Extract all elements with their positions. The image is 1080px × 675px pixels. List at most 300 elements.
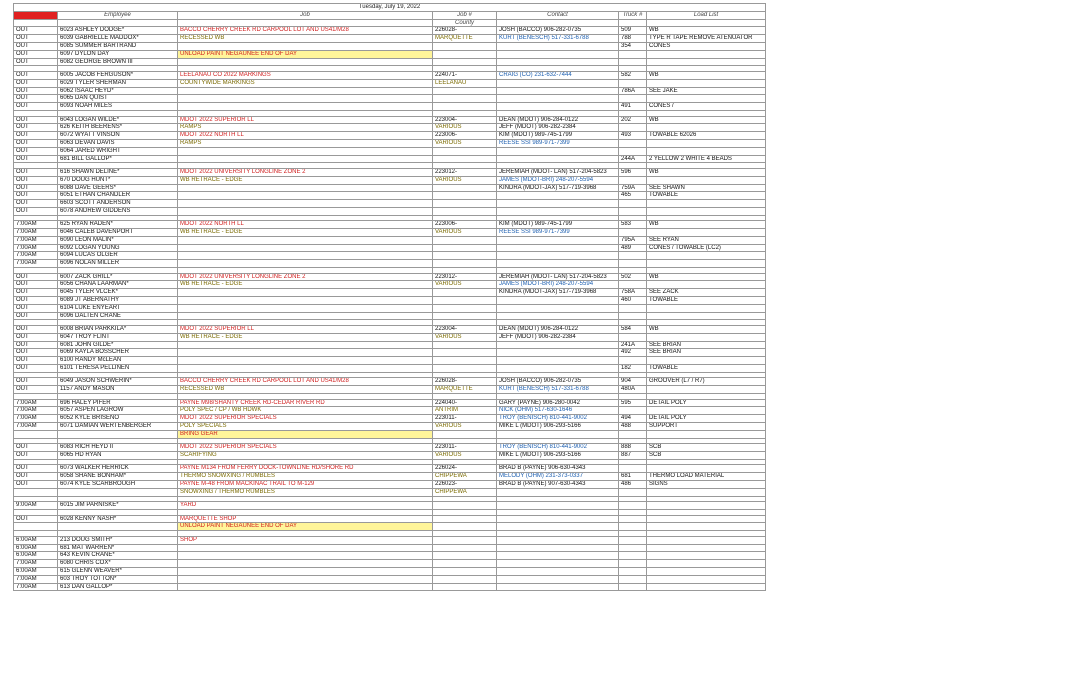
cell-job-number bbox=[433, 304, 497, 312]
cell-truck bbox=[619, 79, 647, 87]
cell-job: SNOWXING / THERMO RUMBLES bbox=[178, 488, 433, 496]
cell-job-number: 223006- bbox=[433, 132, 497, 140]
cell-truck: 888 bbox=[619, 444, 647, 452]
cell-job bbox=[178, 289, 433, 297]
cell-job-number: VARIOUS bbox=[433, 139, 497, 147]
cell-time: OUT bbox=[14, 465, 58, 473]
cell-load-list: DETAIL POLY bbox=[647, 399, 766, 407]
cell-employee: 6089 JT ABERNATHY bbox=[58, 297, 178, 305]
cell-load-list: WB bbox=[647, 71, 766, 79]
cell-truck bbox=[619, 465, 647, 473]
cell-time: 7:00AM bbox=[14, 583, 58, 591]
cell-job-number bbox=[433, 583, 497, 591]
cell-truck: 758A bbox=[619, 289, 647, 297]
cell-job bbox=[178, 200, 433, 208]
cell-job bbox=[178, 103, 433, 111]
cell-employee: 615 GLENN WEAVER* bbox=[58, 567, 178, 575]
cell-employee: 6078 ANDREW GIDDENS bbox=[58, 207, 178, 215]
schedule-row bbox=[14, 132, 766, 140]
cell-truck: 486 bbox=[619, 480, 647, 488]
cell-load-list: SEE JAKE bbox=[647, 87, 766, 95]
schedule-row bbox=[14, 399, 766, 407]
cell-truck bbox=[619, 124, 647, 132]
cell-employee: 6007 ZACK GRILL* bbox=[58, 273, 178, 281]
schedule-row bbox=[14, 281, 766, 289]
cell-employee: 6047 TROY FLINT bbox=[58, 333, 178, 341]
cell-load-list: WB bbox=[647, 27, 766, 35]
cell-employee: 6073 WALKER HERRICK bbox=[58, 465, 178, 473]
cell-contact bbox=[497, 430, 619, 438]
cell-job-number: 223011- bbox=[433, 415, 497, 423]
cell-job-number: ANTRIM bbox=[433, 407, 497, 415]
cell-truck bbox=[619, 544, 647, 552]
cell-job: PAYNE M-48 FROM MACKINAC TRAIL TO M-129 bbox=[178, 480, 433, 488]
cell-load-list: TOWABLE 62026 bbox=[647, 132, 766, 140]
cell-job-number bbox=[433, 87, 497, 95]
cell-job-number: 226028- bbox=[433, 378, 497, 386]
cell-truck bbox=[619, 281, 647, 289]
cell-time: OUT bbox=[14, 79, 58, 87]
cell-time bbox=[14, 488, 58, 496]
schedule-row bbox=[14, 515, 766, 523]
cell-job-number bbox=[433, 544, 497, 552]
schedule-row bbox=[14, 124, 766, 132]
schedule-row bbox=[14, 357, 766, 365]
cell-employee: 6093 NOAH MILES bbox=[58, 103, 178, 111]
cell-truck bbox=[619, 575, 647, 583]
cell-time: 7:00AM bbox=[14, 415, 58, 423]
cell-time: OUT bbox=[14, 357, 58, 365]
cell-time: OUT bbox=[14, 200, 58, 208]
cell-load-list: CONES bbox=[647, 42, 766, 50]
cell-contact: KINDRA (MDOT-JAX) 517-719-3968 bbox=[497, 184, 619, 192]
date-title: Tuesday, July 19, 2022 bbox=[14, 4, 766, 12]
cell-truck: 582 bbox=[619, 71, 647, 79]
cell-employee: 6005 JACOB FERGUSON* bbox=[58, 71, 178, 79]
cell-job: WB RETRACE - EDGE bbox=[178, 229, 433, 237]
cell-load-list: 2 YELLOW 2 WHITE 4 BEADS bbox=[647, 155, 766, 163]
cell-job-number: 223012- bbox=[433, 273, 497, 281]
cell-employee: 6063 DEVAN DAVIS bbox=[58, 139, 178, 147]
cell-time: OUT bbox=[14, 341, 58, 349]
cell-time bbox=[14, 430, 58, 438]
schedule-row bbox=[14, 139, 766, 147]
cell-time: 7:00AM bbox=[14, 423, 58, 431]
cell-contact bbox=[497, 357, 619, 365]
cell-job: MDOT 2022 UNIVERSITY LONGLINE ZONE 2 bbox=[178, 273, 433, 281]
cell-truck bbox=[619, 430, 647, 438]
cell-time: OUT bbox=[14, 444, 58, 452]
schedule-row bbox=[14, 252, 766, 260]
schedule-row bbox=[14, 289, 766, 297]
cell-job-number: CHIPPEWA bbox=[433, 473, 497, 481]
schedule-row bbox=[14, 560, 766, 568]
cell-load-list bbox=[647, 560, 766, 568]
cell-job: MDOT 2022 NORTH LL bbox=[178, 132, 433, 140]
cell-employee: 6029 TYLER SHERMAN bbox=[58, 79, 178, 87]
cell-contact bbox=[497, 87, 619, 95]
cell-time: 7:00AM bbox=[14, 399, 58, 407]
cell-employee: 6603 SCOTT ANDERSON bbox=[58, 200, 178, 208]
cell-employee: 6088 DAVE GEERS* bbox=[58, 184, 178, 192]
cell-employee: 681 BILL GALLOP* bbox=[58, 155, 178, 163]
cell-load-list bbox=[647, 465, 766, 473]
cell-contact bbox=[497, 155, 619, 163]
cell-truck: 488 bbox=[619, 423, 647, 431]
cell-truck bbox=[619, 139, 647, 147]
cell-job-number bbox=[433, 552, 497, 560]
cell-time: OUT bbox=[14, 515, 58, 523]
cell-load-list: CONES / TOWABLE (LC2) bbox=[647, 244, 766, 252]
cell-contact bbox=[497, 515, 619, 523]
cell-contact bbox=[497, 488, 619, 496]
cell-contact: KURT (BENESCH) 517-331-6788 bbox=[497, 386, 619, 394]
cell-employee: 643 KEVIN CRANE* bbox=[58, 552, 178, 560]
cell-contact bbox=[497, 103, 619, 111]
cell-employee: 6096 NOLAN MILLER bbox=[58, 260, 178, 268]
cell-time: 9:00AM bbox=[14, 502, 58, 510]
cell-truck: 494 bbox=[619, 415, 647, 423]
cell-time: OUT bbox=[14, 50, 58, 58]
header-truck: Truck # bbox=[619, 11, 647, 19]
cell-time: OUT bbox=[14, 176, 58, 184]
cell-contact: REESE SSI 989-971-7399 bbox=[497, 229, 619, 237]
cell-time: 7:00AM bbox=[14, 560, 58, 568]
schedule-row bbox=[14, 407, 766, 415]
cell-load-list: TOWABLE bbox=[647, 297, 766, 305]
cell-truck bbox=[619, 536, 647, 544]
cell-load-list: TOWABLE bbox=[647, 192, 766, 200]
schedule-row bbox=[14, 575, 766, 583]
schedule-row bbox=[14, 444, 766, 452]
cell-time: OUT bbox=[14, 132, 58, 140]
cell-contact bbox=[497, 260, 619, 268]
schedule-row bbox=[14, 35, 766, 43]
cell-job bbox=[178, 95, 433, 103]
cell-job-number bbox=[433, 50, 497, 58]
cell-job-number: 226024- bbox=[433, 465, 497, 473]
cell-contact: KIM (MDOT) 989-745-1799 bbox=[497, 221, 619, 229]
cell-employee: 681 MAT WARREN* bbox=[58, 544, 178, 552]
cell-truck: 596 bbox=[619, 168, 647, 176]
cell-job-number bbox=[433, 523, 497, 531]
cell-truck: 595 bbox=[619, 399, 647, 407]
schedule-row bbox=[14, 333, 766, 341]
cell-contact: BRAD B (PAYNE) 906-630-4343 bbox=[497, 465, 619, 473]
cell-time: OUT bbox=[14, 365, 58, 373]
cell-job-number: VARIOUS bbox=[433, 124, 497, 132]
cell-job-number bbox=[433, 312, 497, 320]
cell-employee: 6090 LEON MALIN* bbox=[58, 236, 178, 244]
cell-contact bbox=[497, 536, 619, 544]
cell-truck bbox=[619, 515, 647, 523]
cell-truck bbox=[619, 200, 647, 208]
cell-employee: 6062 ISAAC HEYD* bbox=[58, 87, 178, 95]
cell-truck: 202 bbox=[619, 116, 647, 124]
cell-job-number bbox=[433, 357, 497, 365]
cell-truck: 759A bbox=[619, 184, 647, 192]
cell-truck: 354 bbox=[619, 42, 647, 50]
cell-time: OUT bbox=[14, 273, 58, 281]
cell-job: MARQUETTE SHOP bbox=[178, 515, 433, 523]
cell-truck: 241A bbox=[619, 341, 647, 349]
cell-employee: 6082 GEORGE BROWN III bbox=[58, 58, 178, 66]
cell-load-list: SUPPORT bbox=[647, 423, 766, 431]
cell-employee: 6045 TYLER VLCEK* bbox=[58, 289, 178, 297]
cell-time: OUT bbox=[14, 35, 58, 43]
cell-contact: REESE SSI 989-971-7399 bbox=[497, 139, 619, 147]
cell-contact bbox=[497, 567, 619, 575]
cell-employee bbox=[58, 488, 178, 496]
schedule-row bbox=[14, 192, 766, 200]
schedule-row bbox=[14, 27, 766, 35]
cell-job bbox=[178, 567, 433, 575]
cell-job: MDOT 2022 SUPERIOR LL bbox=[178, 116, 433, 124]
cell-employee: 6085 SUMMER BARTRAND bbox=[58, 42, 178, 50]
cell-load-list: TYPE R TAPE REMOVE ATENUATOR bbox=[647, 35, 766, 43]
cell-contact: JEFF (MDOT) 906-282-2384 bbox=[497, 124, 619, 132]
cell-job bbox=[178, 304, 433, 312]
cell-contact bbox=[497, 365, 619, 373]
cell-load-list bbox=[647, 502, 766, 510]
cell-employee: 6074 KYLE SCARBROUGH bbox=[58, 480, 178, 488]
header-subrow bbox=[14, 19, 766, 27]
cell-contact bbox=[497, 575, 619, 583]
cell-contact bbox=[497, 50, 619, 58]
cell-load-list bbox=[647, 386, 766, 394]
cell-job bbox=[178, 147, 433, 155]
cell-load-list: SEE RYAN bbox=[647, 236, 766, 244]
schedule-row bbox=[14, 386, 766, 394]
cell-time: 7:00AM bbox=[14, 244, 58, 252]
cell-contact bbox=[497, 304, 619, 312]
schedule-row bbox=[14, 502, 766, 510]
cell-employee: 6039 GABRIELLE MADDOX* bbox=[58, 35, 178, 43]
cell-job-number bbox=[433, 341, 497, 349]
cell-load-list: DETAIL POLY bbox=[647, 415, 766, 423]
cell-job bbox=[178, 244, 433, 252]
cell-employee: 6072 WYATT VINSON bbox=[58, 132, 178, 140]
cell-employee: 6080 CHRIS COX* bbox=[58, 560, 178, 568]
cell-truck: 584 bbox=[619, 326, 647, 334]
cell-contact: NICK (OHM) 517-630-1646 bbox=[497, 407, 619, 415]
cell-job bbox=[178, 552, 433, 560]
cell-load-list bbox=[647, 523, 766, 531]
cell-load-list: SEE BRIAN bbox=[647, 341, 766, 349]
cell-job bbox=[178, 87, 433, 95]
cell-time: OUT bbox=[14, 71, 58, 79]
cell-job bbox=[178, 349, 433, 357]
cell-time: OUT bbox=[14, 326, 58, 334]
cell-contact bbox=[497, 349, 619, 357]
schedule-row bbox=[14, 473, 766, 481]
cell-time: OUT bbox=[14, 192, 58, 200]
schedule-row bbox=[14, 415, 766, 423]
cell-job: THERMO SNOWXING / RUMBLES bbox=[178, 473, 433, 481]
cell-truck bbox=[619, 523, 647, 531]
cell-job bbox=[178, 297, 433, 305]
schedule-row bbox=[14, 465, 766, 473]
cell-time: OUT bbox=[14, 304, 58, 312]
schedule-row bbox=[14, 523, 766, 531]
cell-contact bbox=[497, 58, 619, 66]
cell-employee: 6104 LUKE ENYEART bbox=[58, 304, 178, 312]
schedule-row bbox=[14, 536, 766, 544]
cell-load-list bbox=[647, 252, 766, 260]
cell-contact: CRAIG (CO) 231-632-7444 bbox=[497, 71, 619, 79]
schedule-row bbox=[14, 480, 766, 488]
cell-truck: 502 bbox=[619, 273, 647, 281]
cell-truck: 786A bbox=[619, 87, 647, 95]
cell-job-number bbox=[433, 349, 497, 357]
schedule-row bbox=[14, 423, 766, 431]
cell-load-list: SEE SHAWN bbox=[647, 184, 766, 192]
cell-employee: 625 RYAN RADEN* bbox=[58, 221, 178, 229]
cell-load-list: GROOVER (L7 / R7) bbox=[647, 378, 766, 386]
cell-job-number: 223004- bbox=[433, 326, 497, 334]
cell-contact bbox=[497, 544, 619, 552]
cell-load-list: SCB bbox=[647, 451, 766, 459]
cell-time: OUT bbox=[14, 124, 58, 132]
cell-job: MDOT 2022 UNIVERSITY LONGLINE ZONE 2 bbox=[178, 168, 433, 176]
header-employee: Employee bbox=[58, 11, 178, 19]
cell-truck bbox=[619, 58, 647, 66]
cell-contact bbox=[497, 252, 619, 260]
cell-job bbox=[178, 544, 433, 552]
cell-contact bbox=[497, 236, 619, 244]
cell-employee: 6046 CALEB DAVENPORT bbox=[58, 229, 178, 237]
cell-load-list: WB bbox=[647, 326, 766, 334]
cell-job-number bbox=[433, 289, 497, 297]
cell-contact: JAMES (MDOT-BRI) 248-207-5594 bbox=[497, 281, 619, 289]
schedule-row bbox=[14, 79, 766, 87]
cell-truck: 795A bbox=[619, 236, 647, 244]
cell-employee: 670 DOUG HUNT* bbox=[58, 176, 178, 184]
cell-contact bbox=[497, 523, 619, 531]
cell-contact: BRAD B (PAYNE) 907-630-4343 bbox=[497, 480, 619, 488]
cell-job: POLY SPEC / CP / WB HDWK bbox=[178, 407, 433, 415]
cell-job-number bbox=[433, 502, 497, 510]
cell-time: OUT bbox=[14, 42, 58, 50]
cell-contact: KURT (BENESCH) 517-331-6788 bbox=[497, 35, 619, 43]
cell-job-number: MARQUETTE bbox=[433, 35, 497, 43]
cell-job: POLY SPECIALS bbox=[178, 423, 433, 431]
cell-job bbox=[178, 357, 433, 365]
cell-job: WB RETRACE - EDGE bbox=[178, 333, 433, 341]
cell-contact: JOSH (BACCO) 906-282-0735 bbox=[497, 27, 619, 35]
cell-job-number: 223011- bbox=[433, 444, 497, 452]
cell-employee: 6081 JOHN GILDE* bbox=[58, 341, 178, 349]
cell-load-list: SEE BRIAN bbox=[647, 349, 766, 357]
cell-load-list bbox=[647, 536, 766, 544]
cell-job: COUNTYWIDE MARKINGS bbox=[178, 79, 433, 87]
cell-contact: MELODY (OHM) 231-373-0337 bbox=[497, 473, 619, 481]
schedule-row bbox=[14, 341, 766, 349]
cell-time: OUT bbox=[14, 116, 58, 124]
cell-load-list bbox=[647, 407, 766, 415]
cell-employee: 6015 JIM PARNISKE* bbox=[58, 502, 178, 510]
cell-employee: 616 SHAWN DELINE* bbox=[58, 168, 178, 176]
cell-time: 6:00AM bbox=[14, 544, 58, 552]
schedule-row bbox=[14, 260, 766, 268]
cell-truck: 788 bbox=[619, 35, 647, 43]
cell-truck bbox=[619, 567, 647, 575]
cell-employee: 6101 TERESA PELLINEN bbox=[58, 365, 178, 373]
cell-job-number bbox=[433, 260, 497, 268]
cell-job-number: CHIPPEWA bbox=[433, 488, 497, 496]
cell-load-list: SCB bbox=[647, 444, 766, 452]
cell-job: LEELANAU CO 2022 MARKINGS bbox=[178, 71, 433, 79]
cell-time: OUT bbox=[14, 87, 58, 95]
cell-job bbox=[178, 236, 433, 244]
cell-contact bbox=[497, 560, 619, 568]
cell-load-list bbox=[647, 124, 766, 132]
cell-job: BACCO CHERRY CREEK RD CARPOOL LOT AND US41/M28 bbox=[178, 27, 433, 35]
cell-contact: GARY (PAYNE) 906-280-0042 bbox=[497, 399, 619, 407]
cell-job: WB RETRACE - EDGE bbox=[178, 281, 433, 289]
cell-job-number: VARIOUS bbox=[433, 176, 497, 184]
cell-contact: JAMES (MDOT-BRI) 248-207-5594 bbox=[497, 176, 619, 184]
cell-load-list bbox=[647, 139, 766, 147]
cell-time: OUT bbox=[14, 480, 58, 488]
schedule-row bbox=[14, 236, 766, 244]
cell-job bbox=[178, 252, 433, 260]
cell-job-number bbox=[433, 244, 497, 252]
schedule-row bbox=[14, 430, 766, 438]
schedule-row bbox=[14, 229, 766, 237]
cell-load-list bbox=[647, 281, 766, 289]
cell-truck bbox=[619, 176, 647, 184]
cell-time: OUT bbox=[14, 378, 58, 386]
cell-time: OUT bbox=[14, 95, 58, 103]
cell-load-list bbox=[647, 488, 766, 496]
cell-truck bbox=[619, 229, 647, 237]
cell-contact: KIM (MDOT) 989-745-1799 bbox=[497, 132, 619, 140]
schedule-row bbox=[14, 42, 766, 50]
cell-time: OUT bbox=[14, 103, 58, 111]
cell-employee: 213 DOUG SMITH* bbox=[58, 536, 178, 544]
cell-load-list bbox=[647, 312, 766, 320]
schedule-row bbox=[14, 244, 766, 252]
cell-truck: 904 bbox=[619, 378, 647, 386]
cell-time: OUT bbox=[14, 58, 58, 66]
cell-truck bbox=[619, 552, 647, 560]
cell-employee: 6051 ETHAN CHANDLER bbox=[58, 192, 178, 200]
cell-job: YARD bbox=[178, 502, 433, 510]
schedule-row bbox=[14, 200, 766, 208]
cell-time: OUT bbox=[14, 27, 58, 35]
schedule-row bbox=[14, 378, 766, 386]
schedule-row bbox=[14, 50, 766, 58]
cell-job-number bbox=[433, 567, 497, 575]
cell-employee: 6052 KYLE BRISENO bbox=[58, 415, 178, 423]
cell-contact: JOSH (BACCO) 906-282-0735 bbox=[497, 378, 619, 386]
cell-job-number: VARIOUS bbox=[433, 423, 497, 431]
cell-job-number: 223012- bbox=[433, 168, 497, 176]
cell-job-number: VARIOUS bbox=[433, 333, 497, 341]
cell-job-number: 223006- bbox=[433, 221, 497, 229]
schedule-row bbox=[14, 304, 766, 312]
schedule-row bbox=[14, 349, 766, 357]
cell-load-list bbox=[647, 583, 766, 591]
cell-job: MDOT 2022 SUPERIOR SPECIALS bbox=[178, 444, 433, 452]
cell-truck bbox=[619, 502, 647, 510]
header-county: County bbox=[433, 19, 497, 27]
cell-time: 6:00AM bbox=[14, 552, 58, 560]
cell-job bbox=[178, 58, 433, 66]
cell-job-number: LEELANAU bbox=[433, 79, 497, 87]
header-load-list: Load List bbox=[647, 11, 766, 19]
